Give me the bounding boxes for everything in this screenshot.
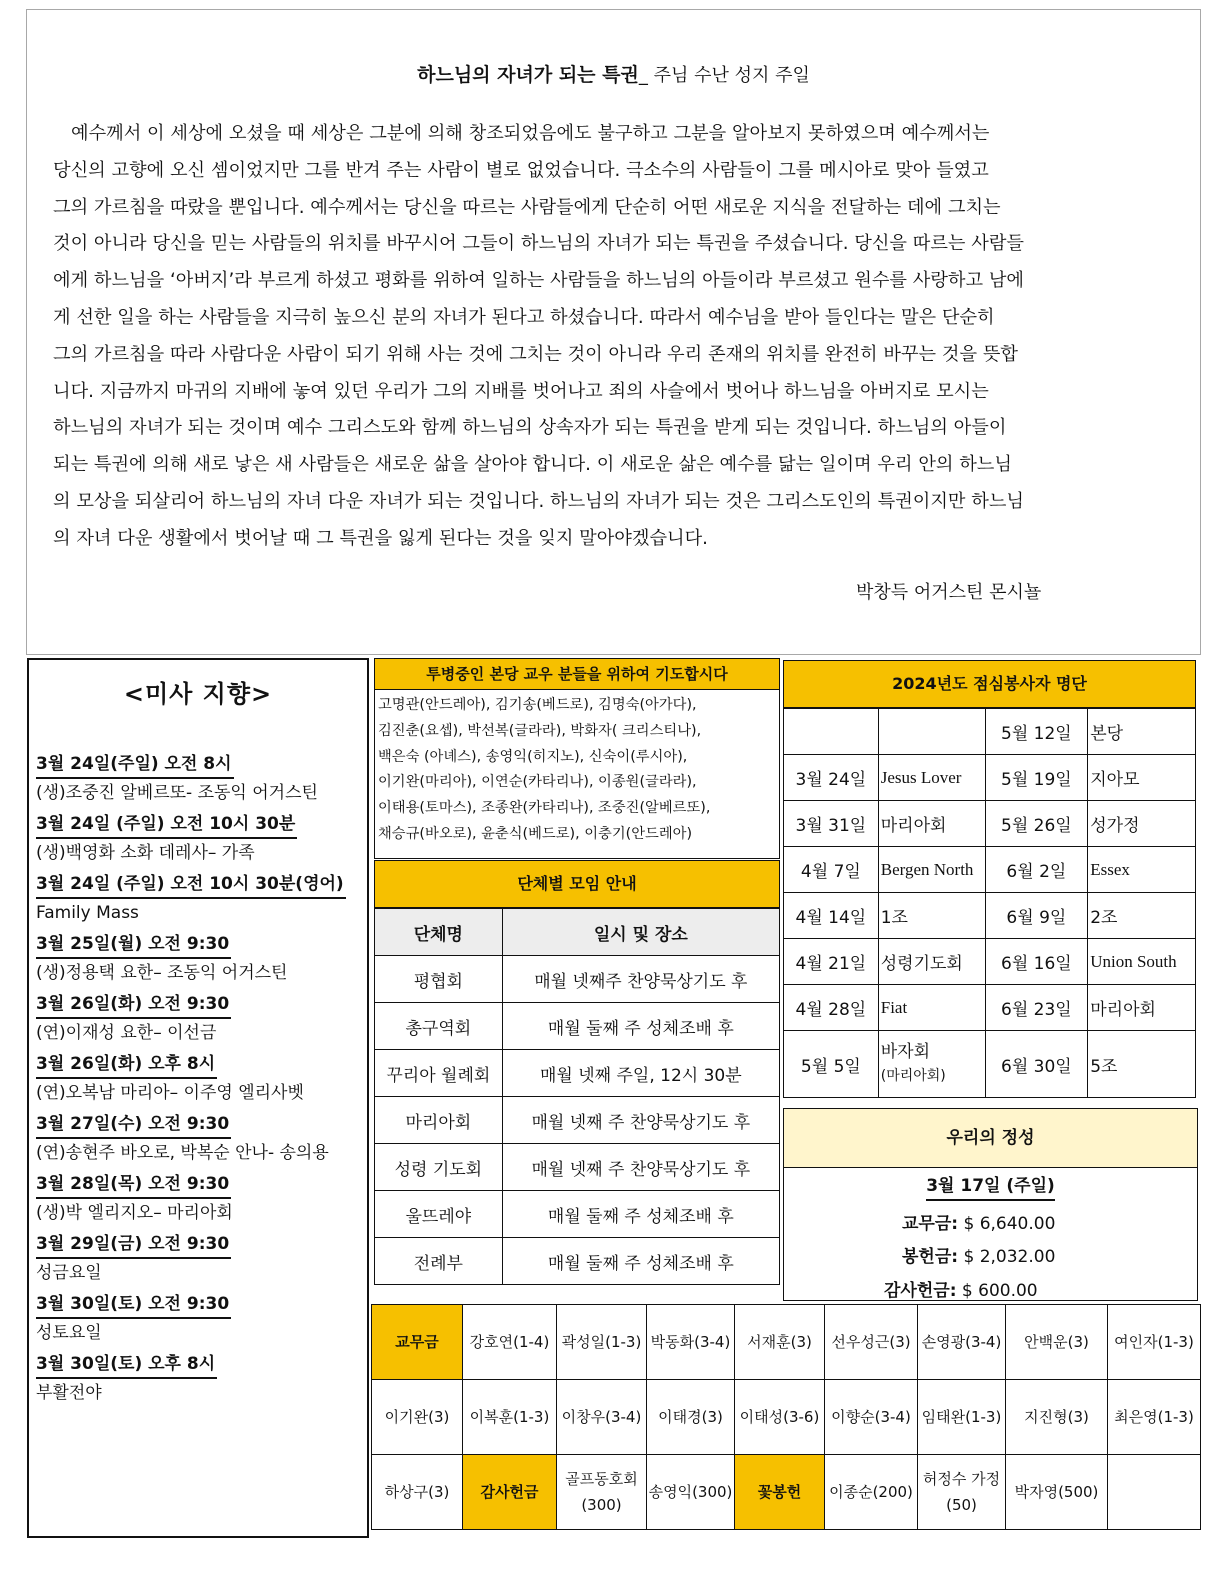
group-name: 울뜨레야 bbox=[375, 1191, 503, 1238]
message-title: 하느님의 자녀가 되는 특권_ 주님 수난 성지 주일 bbox=[417, 64, 810, 86]
lunch-date: 4월 14일 bbox=[784, 893, 879, 939]
donor-category-label bbox=[735, 1455, 825, 1530]
donor-cell: 이태성(3-6) bbox=[735, 1380, 825, 1455]
mass-item bbox=[36, 1047, 366, 1107]
donor-name: 허정수 가정 bbox=[922, 1470, 1001, 1488]
lunch-date: 3월 24일 bbox=[784, 755, 879, 801]
mass-item bbox=[36, 1287, 366, 1347]
sick-line: 김진춘(요셉), 박선복(글라라), 박화자( 크리스티나), bbox=[378, 722, 702, 739]
donor-amount: (300) bbox=[581, 1496, 622, 1514]
table-row bbox=[375, 956, 780, 1003]
offering-line: 감사헌금: $ 600.00 bbox=[884, 1281, 1038, 1301]
table-row bbox=[375, 1097, 780, 1144]
lunch-group: Jesus Lover bbox=[878, 755, 985, 801]
donor-cell: 손영광(3-4) bbox=[918, 1305, 1006, 1380]
donor-cell: 지진형(3) bbox=[1006, 1380, 1108, 1455]
offering-line: 교무금: $ 6,640.00 bbox=[902, 1214, 1056, 1234]
message-line: 의 모상을 되살리어 하느님의 자녀 다운 자녀가 되는 것입니다. 하느님의 자녀가 되는 것은 그리스도인의 특권이지만 하느님 bbox=[53, 490, 1024, 512]
lunch-group bbox=[878, 709, 985, 755]
group-meetings-table bbox=[374, 908, 780, 1285]
sick-prayer-list bbox=[378, 693, 778, 848]
mass-desc: 성토요일 bbox=[36, 1323, 102, 1343]
table-row bbox=[375, 1238, 780, 1285]
mass-date: 3월 26일(화) 오전 9:30 bbox=[36, 991, 231, 1019]
group-time: 매월 넷째 주일, 12시 30분 bbox=[502, 1050, 779, 1097]
lunch-group: 2조 bbox=[1088, 893, 1196, 939]
message-line: 예수께서 이 세상에 오셨을 때 세상은 그분에 의해 창조되었음에도 불구하고 그분을 알아보지 못하였으며 예수께서는 bbox=[71, 123, 990, 144]
mass-item bbox=[36, 927, 366, 987]
lunch-volunteer-title: 2024년도 점심봉사자 명단 bbox=[783, 660, 1196, 708]
offering-date-wrap bbox=[784, 1173, 1197, 1201]
donor-cell: 이복훈(1-3) bbox=[463, 1380, 557, 1455]
sick-prayer-box bbox=[374, 658, 780, 859]
donor-name: 꽃봉헌 bbox=[757, 1483, 802, 1501]
group-time: 매월 둘째 주 성체조배 후 bbox=[502, 1238, 779, 1285]
table-row bbox=[784, 893, 1196, 939]
donor-category-label bbox=[463, 1455, 557, 1530]
group-time: 매월 둘째 주 성체조배 후 bbox=[502, 1191, 779, 1238]
group-time: 매월 넷째주 찬양묵상기도 후 bbox=[502, 956, 779, 1003]
table-row bbox=[375, 1050, 780, 1097]
mass-desc: Family Mass bbox=[36, 903, 139, 923]
donor-cell: 이태경(3) bbox=[647, 1380, 735, 1455]
offering-date: 3월 17일 (주일) bbox=[926, 1173, 1055, 1201]
mass-date: 3월 24일 (주일) 오전 10시 30분 bbox=[36, 811, 297, 839]
offering-line: 봉헌금: $ 2,032.00 bbox=[902, 1247, 1056, 1267]
donor-cell bbox=[1108, 1455, 1201, 1530]
mass-desc: 부활전야 bbox=[36, 1383, 102, 1403]
lunch-group: 마리아회 bbox=[1088, 985, 1196, 1031]
donor-name: 골프동호회 bbox=[565, 1470, 638, 1488]
lunch-group: Fiat bbox=[878, 985, 985, 1031]
group-name: 꾸리아 월례회 bbox=[375, 1050, 503, 1097]
donor-cell: 최은영(1-3) bbox=[1108, 1380, 1201, 1455]
table-row bbox=[784, 939, 1196, 985]
donor-cell: 선우성근(3) bbox=[825, 1305, 918, 1380]
table-row bbox=[375, 1191, 780, 1238]
offering-title: 우리의 정성 bbox=[784, 1109, 1197, 1168]
lunch-date: 6월 16일 bbox=[985, 939, 1088, 985]
sick-prayer-title: 투병중인 본당 교우 분들을 위하여 기도합시다 bbox=[375, 659, 779, 690]
lunch-group: 5조 bbox=[1088, 1031, 1196, 1098]
mass-desc: (연)송현주 바오로, 박복순 안나- 송의용 bbox=[36, 1143, 329, 1163]
donor-name: 박자영(500) bbox=[1014, 1483, 1099, 1501]
mass-date: 3월 29일(금) 오전 9:30 bbox=[36, 1231, 231, 1259]
donor-cell: 서재훈(3) bbox=[735, 1305, 825, 1380]
sick-line: 이기완(마리아), 이연순(카타리나), 이종원(글라라), bbox=[378, 774, 697, 791]
donor-table-panel bbox=[371, 1304, 1200, 1530]
mass-title: <미사 지향> bbox=[123, 680, 273, 708]
table-header-row bbox=[375, 909, 780, 956]
donor-table bbox=[371, 1304, 1201, 1530]
group-name: 평협회 bbox=[375, 956, 503, 1003]
table-row bbox=[372, 1380, 1201, 1455]
lunch-date: 4월 7일 bbox=[784, 847, 879, 893]
mass-date: 3월 25일(월) 오전 9:30 bbox=[36, 931, 231, 959]
group-time: 매월 둘째 주 성체조배 후 bbox=[502, 1003, 779, 1050]
mass-desc: (연)이재성 요한– 이선금 bbox=[36, 1023, 217, 1043]
message-line: 의 자녀 다운 생활에서 벗어날 때 그 특권을 잃게 된다는 것을 잊지 말아야겠습니다. bbox=[53, 527, 708, 549]
lunch-group: Bergen North bbox=[878, 847, 985, 893]
table-row bbox=[784, 847, 1196, 893]
group-time: 매월 넷째 주 찬양묵상기도 후 bbox=[502, 1097, 779, 1144]
donor-name: 감사헌금 bbox=[480, 1483, 539, 1501]
mass-desc: (생)조중진 알베르또- 조동익 어거스틴 bbox=[36, 783, 318, 803]
message-line: 니다. 지금까지 마귀의 지배에 놓여 있던 우리가 그의 지배를 벗어나고 죄의 사슬에서 벗어나 하느님을 아버지로 모시는 bbox=[53, 380, 989, 402]
message-line: 에게 하느님을 ‘아버지’라 부르게 하셨고 평화를 위하여 일하는 사람들을 하느님의 아들이라 부르셨고 원수를 사랑하고 남에 bbox=[53, 270, 1024, 292]
mass-item bbox=[36, 807, 366, 867]
donor-cell: 박동화(3-4) bbox=[647, 1305, 735, 1380]
pastor-message-box bbox=[26, 9, 1201, 655]
lunch-group: 1조 bbox=[878, 893, 985, 939]
table-row bbox=[372, 1455, 1201, 1530]
lunch-date: 5월 26일 bbox=[985, 801, 1088, 847]
donor-category-label: 교무금 bbox=[372, 1305, 463, 1380]
table-row bbox=[784, 1031, 1196, 1098]
message-line: 것이 아니라 당신을 믿는 사람들의 위치를 바꾸시어 그들이 하느님의 자녀가 되는 특권을 주셨습니다. 당신을 따르는 사람들 bbox=[53, 233, 1024, 255]
lunch-group: 성가정 bbox=[1088, 801, 1196, 847]
lunch-group: 지아모 bbox=[1088, 755, 1196, 801]
sick-line: 이태용(토마스), 조종완(카타리나), 조중진(알베르또), bbox=[378, 800, 711, 817]
mass-item bbox=[36, 747, 366, 807]
lunch-date: 6월 30일 bbox=[985, 1031, 1088, 1098]
mass-item bbox=[36, 987, 366, 1047]
mass-intention-panel bbox=[27, 658, 369, 1538]
lunch-volunteer-table bbox=[783, 708, 1196, 1098]
lunch-date: 6월 2일 bbox=[985, 847, 1088, 893]
lunch-group: 마리아회 bbox=[878, 801, 985, 847]
mass-desc: (연)오복남 마리아– 이주영 엘리사벳 bbox=[36, 1083, 304, 1103]
lunch-volunteer-panel bbox=[783, 660, 1196, 1105]
lunch-date: 5월 12일 bbox=[985, 709, 1088, 755]
message-signature: 박창득 어거스틴 몬시뇰 bbox=[856, 582, 1042, 603]
donor-cell: 안백운(3) bbox=[1006, 1305, 1108, 1380]
donor-cell: 곽성일(1-3) bbox=[557, 1305, 647, 1380]
donor-name: 이종순(200) bbox=[829, 1483, 913, 1501]
table-row bbox=[375, 1003, 780, 1050]
mass-item bbox=[36, 1167, 366, 1227]
group-meetings-title: 단체별 모임 안내 bbox=[374, 860, 780, 908]
table-row bbox=[784, 709, 1196, 755]
donor-name: 하상구(3) bbox=[384, 1483, 450, 1501]
mass-date: 3월 24일 (주일) 오전 10시 30분(영어) bbox=[36, 871, 346, 899]
group-name: 성령 기도회 bbox=[375, 1144, 503, 1191]
mass-desc: (생)박 엘리지오– 마리아회 bbox=[36, 1203, 233, 1223]
lunch-date bbox=[784, 709, 879, 755]
donor-cell bbox=[372, 1455, 463, 1530]
lunch-date: 6월 9일 bbox=[985, 893, 1088, 939]
donor-cell: 이창우(3-4) bbox=[557, 1380, 647, 1455]
group-name: 전례부 bbox=[375, 1238, 503, 1285]
mass-date: 3월 28일(목) 오전 9:30 bbox=[36, 1171, 231, 1199]
donor-cell: 이향순(3-4) bbox=[825, 1380, 918, 1455]
group-name: 마리아회 bbox=[375, 1097, 503, 1144]
message-line: 그의 가르침을 따랐을 뿐입니다. 예수께서는 당신을 따르는 사람들에게 단순히 어떤 새로운 지식을 전달하는 데에 그치는 bbox=[53, 196, 1001, 218]
sick-line: 채승규(바오로), 윤춘식(베드로), 이충기(안드레아) bbox=[378, 825, 693, 842]
offering-panel bbox=[783, 1108, 1198, 1301]
group-meetings-panel bbox=[374, 860, 780, 1303]
message-line: 당신의 고향에 오신 셈이었지만 그를 반겨 주는 사람이 별로 없었습니다. 극소수의 사람들이 그를 메시아로 맞아 들였고 bbox=[53, 159, 989, 181]
lunch-group: 성령기도회 bbox=[878, 939, 985, 985]
donor-cell bbox=[647, 1455, 735, 1530]
donor-cell: 강호연(1-4) bbox=[463, 1305, 557, 1380]
donor-amount: (50) bbox=[946, 1496, 977, 1514]
col-header-group: 단체명 bbox=[375, 909, 503, 956]
lunch-date: 6월 23일 bbox=[985, 985, 1088, 1031]
table-row bbox=[784, 801, 1196, 847]
mass-desc: (생)정용택 요한– 조동익 어거스틴 bbox=[36, 963, 288, 983]
donor-name: 송영익(300) bbox=[648, 1483, 733, 1501]
mass-date: 3월 26일(화) 오후 8시 bbox=[36, 1051, 217, 1079]
sick-line: 고명관(안드레아), 김기송(베드로), 김명숙(아가다), bbox=[378, 697, 697, 713]
donor-cell bbox=[918, 1455, 1006, 1530]
lunch-group: Union South bbox=[1088, 939, 1196, 985]
message-line: 하느님의 자녀가 되는 것이며 예수 그리스도와 함께 하느님의 상속자가 되는 특권을 받게 되는 것입니다. 하느님의 아들이 bbox=[53, 417, 1007, 439]
message-body bbox=[53, 116, 1175, 558]
lunch-date: 3월 31일 bbox=[784, 801, 879, 847]
lunch-group-note: (마리아회) bbox=[880, 1068, 946, 1084]
table-row bbox=[784, 985, 1196, 1031]
group-time: 매월 넷째 주 찬양묵상기도 후 bbox=[502, 1144, 779, 1191]
mass-list bbox=[36, 747, 366, 1407]
lunch-group-name: 바자회 bbox=[880, 1042, 931, 1062]
col-header-time: 일시 및 장소 bbox=[502, 909, 779, 956]
mass-date: 3월 30일(토) 오후 8시 bbox=[36, 1351, 217, 1379]
donor-cell: 여인자(1-3) bbox=[1108, 1305, 1201, 1380]
lunch-group: Essex bbox=[1088, 847, 1196, 893]
donor-cell bbox=[825, 1455, 918, 1530]
lunch-group: 본당 bbox=[1088, 709, 1196, 755]
table-row bbox=[372, 1305, 1201, 1380]
lunch-date: 5월 5일 bbox=[784, 1031, 879, 1098]
message-line: 게 선한 일을 하는 사람들을 지극히 높으신 분의 자녀가 된다고 하셨습니다. 따라서 예수님을 받아 들인다는 말은 단순히 bbox=[53, 306, 995, 328]
mass-item bbox=[36, 867, 366, 927]
group-name: 총구역회 bbox=[375, 1003, 503, 1050]
donor-cell bbox=[557, 1455, 647, 1530]
donor-cell: 임태완(1-3) bbox=[918, 1380, 1006, 1455]
table-row bbox=[784, 755, 1196, 801]
donor-cell: 이기완(3) bbox=[372, 1380, 463, 1455]
mass-date: 3월 24일(주일) 오전 8시 bbox=[36, 751, 234, 779]
sick-line: 백은숙 (아녜스), 송영익(히지노), 신숙이(루시아), bbox=[378, 748, 688, 765]
lunch-group bbox=[878, 1031, 985, 1098]
lunch-date: 4월 28일 bbox=[784, 985, 879, 1031]
mass-item bbox=[36, 1227, 366, 1287]
message-line: 그의 가르침을 따라 사람다운 사람이 되기 위해 사는 것에 그치는 것이 아니라 우리 존재의 위치를 완전히 바꾸는 것을 뜻합 bbox=[53, 343, 1018, 365]
mass-desc: 성금요일 bbox=[36, 1263, 102, 1283]
message-line: 되는 특권에 의해 새로 낳은 새 사람들은 새로운 삶을 살아야 합니다. 이 새로운 삶은 예수를 닮는 일이며 우리 안의 하느님 bbox=[53, 454, 1012, 476]
mass-date: 3월 27일(수) 오전 9:30 bbox=[36, 1111, 231, 1139]
mass-item bbox=[36, 1347, 366, 1407]
table-row bbox=[375, 1144, 780, 1191]
lunch-date: 4월 21일 bbox=[784, 939, 879, 985]
mass-date: 3월 30일(토) 오전 9:30 bbox=[36, 1291, 231, 1319]
mass-item bbox=[36, 1107, 366, 1167]
donor-cell bbox=[1006, 1455, 1108, 1530]
mass-desc: (생)백영화 소화 데레사– 가족 bbox=[36, 843, 255, 863]
lunch-date: 5월 19일 bbox=[985, 755, 1088, 801]
